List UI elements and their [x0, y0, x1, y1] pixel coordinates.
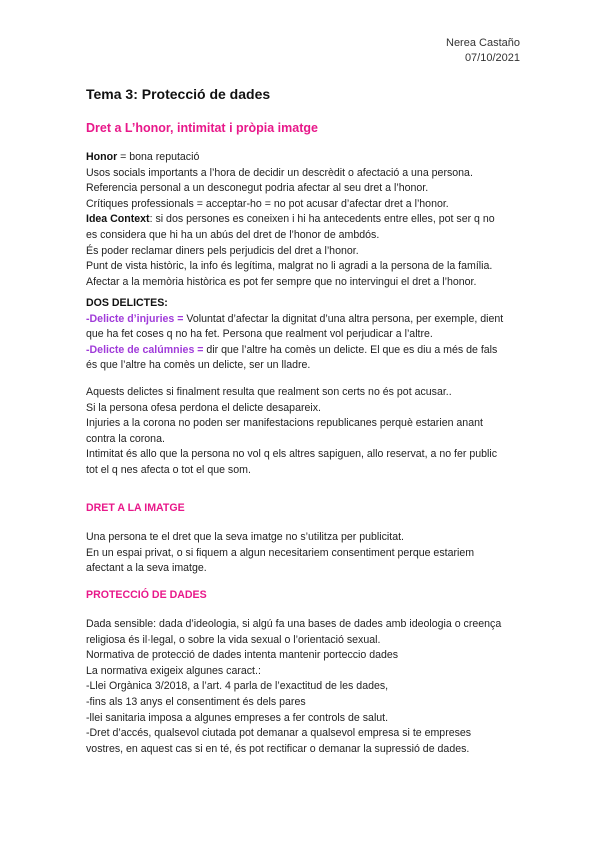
calumnies-paragraph	[86, 343, 506, 374]
author-name: Nerea Castaño	[446, 37, 520, 49]
calumnies-prefix: -	[86, 343, 90, 356]
idea-context-line	[86, 212, 506, 243]
note-line: Intimitat és allo que la persona no vol q els altres sapiguen, allo reservat, a no fer public tot el q nes afecta o tot el que som.	[86, 448, 498, 476]
document-date: 07/10/2021	[464, 52, 520, 64]
honor-term: Honor	[86, 151, 118, 163]
injuries-paragraph	[86, 312, 506, 343]
delictes-heading: DOS DELICTES:	[86, 297, 168, 309]
section-delictes	[86, 296, 506, 374]
injuries-text: Voluntat d’afectar la dignitat d’una altra persona, per exemple, dient que ha fet coses q no ha fet. Persona que realment vol perjudicar a l’altre.	[86, 312, 504, 341]
text-line: -Llei Orgànica 3/2018, a l’art. 4 parla de l’exactitud de les dades,	[86, 680, 389, 693]
text-line: Referencia personal a un desconegut podria afectar al seu dret a l’honor.	[86, 182, 429, 195]
text-line: Normativa de protecció de dades intenta mantenir porteccio dades	[86, 649, 399, 662]
section-honor-body	[86, 150, 506, 290]
honor-definition: = bona reputació	[117, 151, 200, 163]
text-line: En un espai privat, o si fiquem a algun necesitariem consentiment perque estariem afectant a la seva imatge.	[86, 546, 475, 575]
text-line: Punt de vista històric, la info és legítima, malgrat no li agradi a la persona de la família.	[86, 260, 493, 273]
text-line: Una persona te el dret que la seva imatge no s’utilitza per publicitat.	[86, 531, 404, 543]
text-line: És poder reclamar diners pels perjudicis del dret a l’honor.	[86, 244, 359, 257]
section-proteccio-body	[86, 617, 506, 757]
injuries-prefix: -	[86, 312, 90, 325]
idea-context-term: Idea Context	[86, 213, 150, 226]
text-line: -llei sanitaria imposa a algunes empreses a fer controls de salut.	[86, 711, 389, 724]
section-heading-proteccio: PROTECCIÓ DE DADES	[86, 589, 207, 601]
text-line: Usos socials importants a l’hora de decidir un descrèdit o afectació a una persona.	[86, 166, 473, 179]
text-line: Crítiques professionals = acceptar-ho = no pot acusar d’afectar dret a l’honor.	[86, 197, 449, 210]
text-line: -Dret d’accés, qualsevol ciutada pot demanar a qualsevol empresa si te empreses vostres, en aquest cas si en té, és pot rectificar o demanar la supressió de dades.	[86, 727, 472, 755]
calumnies-text: dir que l’altre ha comès un delicte. El que es diu a més de fals és que l’altre ha comès un delicte, ser un lladre.	[86, 343, 498, 372]
text-line: Afectar a la memòria històrica es pot fer sempre que no intervingui el dret a l’honor.	[86, 275, 477, 288]
note-line: Si la persona ofesa perdona el delicte desapareix.	[86, 401, 321, 414]
section-imatge-body	[86, 530, 506, 577]
text-line: Dada sensible: dada d’ideologia, si algú fa una bases de dades amb ideologia o creença religiosa és il·legal, o sobre la vida sexual o l’orientació sexual.	[86, 618, 502, 646]
section-heading-honor: Dret a L’honor, intimitat i pròpia imatge	[86, 121, 318, 135]
honor-line	[86, 150, 506, 166]
text-line: La normativa exigeix algunes caract.:	[86, 664, 261, 677]
page-title: Tema 3: Protecció de dades	[86, 86, 271, 102]
idea-context-text: : si dos persones es coneixen i hi ha antecedents entre elles, pot ser q no es considera que hi ha un abús del dret de l’honor de ambdós.	[86, 213, 495, 241]
section-heading-imatge: DRET A LA IMATGE	[86, 502, 185, 514]
injuries-label: Delicte d’injuries =	[89, 312, 187, 325]
calumnies-label: Delicte de calúmnies =	[89, 343, 207, 356]
note-line: Injuries a la corona no poden ser manifestacions republicanes perquè estarien anant contra la corona.	[86, 417, 483, 445]
text-line: -fins als 13 anys el consentiment és dels pares	[86, 695, 306, 708]
section-notes	[86, 385, 506, 479]
document-header	[446, 36, 520, 66]
note-line: Aquests delictes si finalment resulta que realment son certs no és pot acusar..	[86, 386, 452, 398]
